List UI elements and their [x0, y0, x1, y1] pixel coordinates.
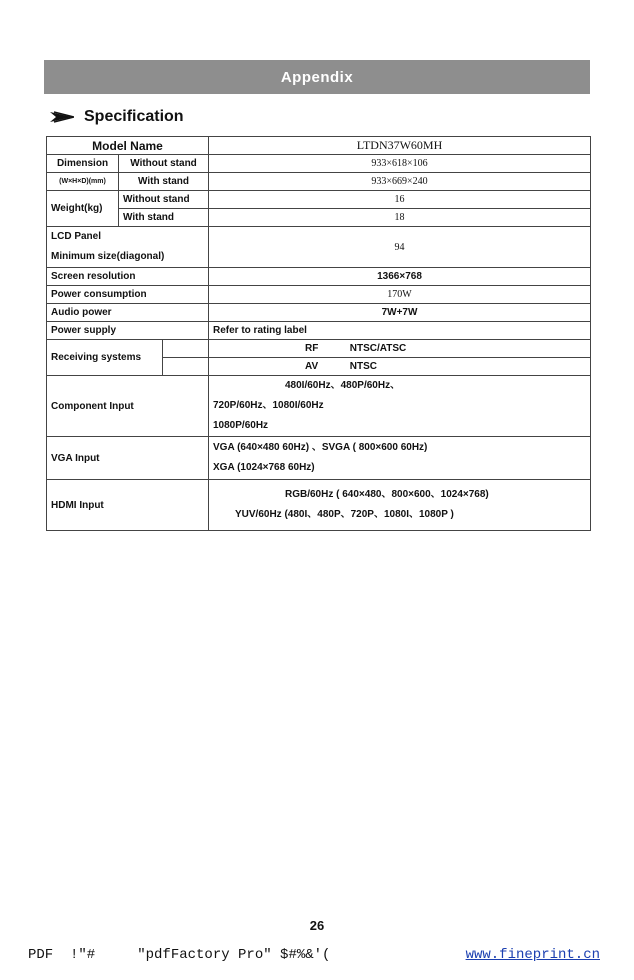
table-row — [47, 209, 591, 227]
pdf-footer — [28, 947, 600, 963]
lcd-value: 94 — [209, 227, 591, 268]
table-row — [47, 437, 591, 480]
table-row — [47, 191, 591, 209]
fineprint-link[interactable]: www.fineprint.cn — [465, 947, 600, 963]
hdmi-line-1: RGB/60Hz ( 640×480、800×600、1024×768) — [285, 489, 489, 500]
vga-line-1: VGA (640×480 60Hz) 、SVGA ( 800×600 60Hz) — [213, 442, 428, 453]
resolution-value: 1366×768 — [209, 268, 591, 286]
hdmi-line-2: YUV/60Hz (480I、480P、720P、1080I、1080P ) — [235, 509, 454, 520]
table-row — [47, 155, 591, 173]
dimension-unit: (W×H×D)(mm) — [47, 173, 119, 191]
model-value: LTDN37W60MH — [209, 137, 591, 155]
table-row — [47, 340, 591, 358]
vga-input-label: VGA Input — [47, 437, 209, 480]
component-line-1: 480I/60Hz、480P/60Hz、 — [285, 380, 401, 391]
hdmi-input-value — [209, 480, 591, 531]
rf-cell — [209, 340, 591, 358]
audio-power-value: 7W+7W — [209, 304, 591, 322]
rf-label: RF — [305, 343, 319, 354]
table-row — [47, 173, 591, 191]
section-title: Specification — [84, 108, 184, 125]
table-row — [47, 227, 591, 268]
power-supply-label: Power supply — [47, 322, 209, 340]
weight-label: Weight(kg) — [47, 191, 119, 227]
section-heading — [50, 108, 184, 126]
dimension-without-value: 933×618×106 — [209, 155, 591, 173]
av-label: AV — [305, 361, 319, 372]
table-row — [47, 304, 591, 322]
power-supply-value: Refer to rating label — [209, 322, 591, 340]
table-row — [47, 376, 591, 437]
hdmi-input-label: HDMI Input — [47, 480, 209, 531]
table-row — [47, 137, 591, 155]
dimension-label: Dimension — [47, 155, 119, 173]
arrow-bullet-icon — [50, 111, 74, 123]
rf-value: NTSC/ATSC — [349, 343, 407, 354]
component-input-label: Component Input — [47, 376, 209, 437]
page-number: 26 — [309, 918, 325, 933]
weight-with-value: 18 — [209, 209, 591, 227]
component-input-value — [209, 376, 591, 437]
lcd-label — [47, 227, 209, 268]
receiving-systems-label: Receiving systems — [47, 340, 163, 376]
receiving-spacer — [163, 358, 209, 376]
pdf-footer-text: PDF !"# "pdfFactory Pro" $#%&'( — [28, 947, 331, 963]
dimension-with-value: 933×669×240 — [209, 173, 591, 191]
table-row — [47, 286, 591, 304]
power-consumption-label: Power consumption — [47, 286, 209, 304]
weight-with-label: With stand — [119, 209, 209, 227]
dimension-with-label: With stand — [119, 173, 209, 191]
lcd-label-line-2: Minimum size(diagonal) — [51, 251, 165, 262]
resolution-label: Screen resolution — [47, 268, 209, 286]
audio-power-label: Audio power — [47, 304, 209, 322]
model-label: Model Name — [47, 137, 209, 155]
appendix-banner: Appendix — [44, 60, 590, 94]
table-row — [47, 268, 591, 286]
component-line-3: 1080P/60Hz — [213, 420, 269, 431]
dimension-without-label: Without stand — [119, 155, 209, 173]
specification-table — [46, 136, 591, 531]
vga-line-2: XGA (1024×768 60Hz) — [213, 462, 315, 473]
table-row — [47, 322, 591, 340]
av-cell — [209, 358, 591, 376]
power-consumption-value: 170W — [209, 286, 591, 304]
table-row — [47, 480, 591, 531]
receiving-spacer — [163, 340, 209, 358]
lcd-label-line-1: LCD Panel — [51, 231, 102, 242]
weight-without-value: 16 — [209, 191, 591, 209]
component-line-2: 720P/60Hz、1080I/60Hz — [213, 400, 324, 411]
av-value: NTSC — [349, 361, 378, 372]
weight-without-label: Without stand — [119, 191, 209, 209]
vga-input-value — [209, 437, 591, 480]
